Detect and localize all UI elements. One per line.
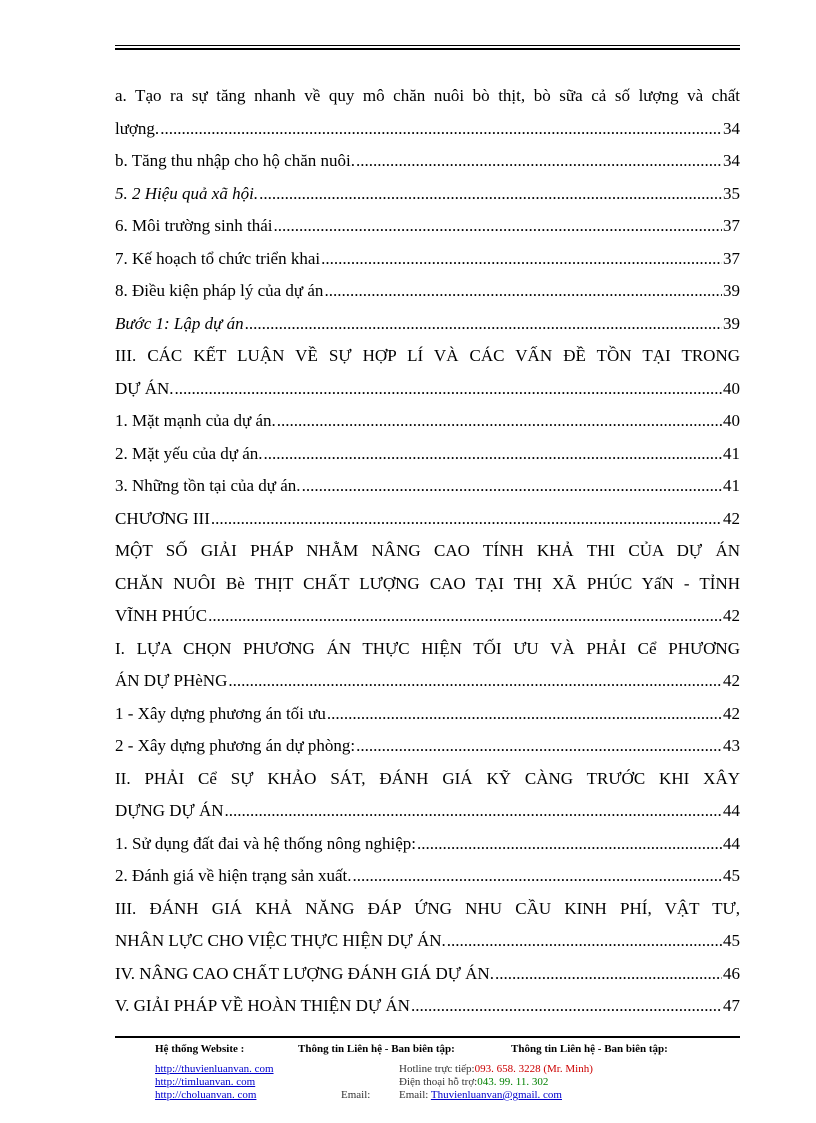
toc-entry[interactable] — [115, 828, 740, 861]
toc-leader-dots — [274, 210, 722, 243]
toc-entry-text: 1. Mặt mạnh của dự án. — [115, 411, 276, 430]
toc-entry[interactable] — [115, 698, 740, 731]
toc-leader-dots — [211, 503, 722, 536]
toc-page-number: 44 — [723, 833, 740, 853]
footer-email-label: Email: — [399, 1089, 429, 1101]
toc-leader-dots — [327, 698, 722, 731]
footer-support-value: 043. 99. 11. 302 — [477, 1076, 549, 1088]
toc-leader-dots — [495, 958, 722, 991]
toc-entry[interactable] — [115, 113, 740, 146]
toc-page-number: 37 — [723, 248, 740, 268]
toc-page-number: 46 — [723, 963, 740, 983]
toc-entry[interactable] — [115, 568, 740, 601]
toc-page-number: 37 — [723, 216, 740, 235]
toc-page-number: 34 — [723, 118, 740, 138]
toc-entry-text: DỰNG DỰ ÁN — [115, 801, 224, 820]
toc-entry-text: 8. Điều kiện pháp lý của dự án — [115, 281, 324, 300]
toc-entry[interactable] — [115, 860, 740, 893]
toc-page-number: 40 — [723, 411, 740, 430]
toc-entry[interactable] — [115, 340, 740, 373]
toc-entry[interactable] — [115, 210, 740, 243]
toc-entry[interactable] — [115, 470, 740, 503]
footer-rule — [115, 1036, 740, 1038]
toc-page-number: 34 — [723, 151, 740, 170]
toc-entry-text: DỰ ÁN. — [115, 378, 174, 398]
toc-leader-dots — [417, 828, 722, 861]
toc-entry[interactable] — [115, 893, 740, 926]
toc-page-number: 42 — [723, 606, 740, 625]
toc-entry-text: IV. NÂNG CAO CHẤT LƯỢNG ĐÁNH GIÁ DỰ ÁN. — [115, 963, 494, 983]
toc-leader-dots — [225, 795, 722, 828]
toc-leader-dots — [208, 600, 722, 633]
toc-entry-text: 1. Sử dụng đất đai và hệ thống nông nghiệp: — [115, 833, 417, 853]
footer-link-timluanvan[interactable]: http://timluanvan. com — [155, 1076, 256, 1088]
toc-entry[interactable] — [115, 503, 740, 536]
toc-entry-text: 3. Những tồn tại của dự án. — [115, 476, 301, 495]
footer-hotline-label: Hotline trực tiếp: — [399, 1063, 475, 1075]
toc-page-number: 45 — [723, 866, 740, 885]
toc-entry[interactable] — [115, 243, 740, 276]
toc-page-number: 42 — [723, 703, 740, 723]
toc-leader-dots — [356, 730, 722, 763]
toc-page-number: 35 — [723, 183, 740, 203]
toc-page-number: 44 — [723, 801, 740, 820]
toc-entry[interactable] — [115, 373, 740, 406]
toc-leader-dots — [160, 113, 722, 146]
toc-page-number: 43 — [723, 736, 740, 755]
toc-entry-text: 6. Môi trường sinh thái — [115, 216, 273, 235]
toc-entry[interactable] — [115, 990, 740, 1023]
toc-leader-dots — [324, 275, 722, 308]
table-of-contents — [115, 80, 740, 1023]
toc-entry-text: a. Tạo ra sự tăng nhanh về quy mô chăn nuôi bò thịt, bò sữa cả số lượng và chất — [115, 86, 740, 105]
toc-entry-text: 2. Đánh giá về hiện trạng sản xuất. — [115, 866, 352, 885]
toc-entry[interactable] — [115, 730, 740, 763]
toc-leader-dots — [302, 470, 722, 503]
toc-entry[interactable] — [115, 763, 740, 796]
header-rule — [115, 45, 740, 46]
toc-entry-text: I. LỰA CHỌN PHƯƠNG ÁN THỰC HIỆN TỐI ƯU VÀ PHẢI Cể PHƯƠNG — [115, 638, 740, 658]
toc-entry-text: III. ĐÁNH GIÁ KHẢ NĂNG ĐÁP ỨNG NHU CẦU KINH PHÍ, VẬT TƯ, — [115, 898, 740, 918]
toc-entry-text: VĨNH PHÚC — [115, 606, 208, 625]
toc-leader-dots — [228, 665, 722, 698]
toc-page-number: 47 — [723, 996, 740, 1015]
toc-entry-text: ÁN DỰ PHèNG — [115, 671, 228, 690]
toc-leader-dots — [259, 178, 722, 211]
toc-entry-text: 2. Mặt yếu của dự án. — [115, 443, 263, 463]
toc-leader-dots — [447, 925, 722, 958]
toc-entry[interactable] — [115, 308, 740, 341]
footer-link-thuvienluanvan[interactable]: http://thuvienluanvan. com — [155, 1063, 274, 1075]
toc-entry[interactable] — [115, 600, 740, 633]
toc-leader-dots — [264, 438, 722, 471]
toc-leader-dots — [353, 860, 722, 893]
toc-entry-text: 2 - Xây dựng phương án dự phòng: — [115, 736, 356, 755]
toc-entry-text: CHƯƠNG III — [115, 508, 210, 528]
toc-entry[interactable] — [115, 665, 740, 698]
toc-entry-text: 5. 2 Hiệu quả xã hội. — [115, 183, 259, 203]
footer-email-link[interactable]: Thuvienluanvan@gmail. com — [430, 1089, 562, 1101]
toc-entry-text: MỘT SỐ GIẢI PHÁP NHẰM NÂNG CAO TÍNH KHẢ THI CỦA DỰ ÁN — [115, 541, 740, 560]
toc-entry[interactable] — [115, 925, 740, 958]
footer-support-label: Điện thoại hỗ trợ: — [399, 1076, 478, 1088]
toc-leader-dots — [321, 243, 722, 276]
toc-entry[interactable] — [115, 958, 740, 991]
footer-websites-heading: Hệ thống Website : — [155, 1043, 245, 1055]
toc-page-number: 41 — [723, 443, 740, 463]
toc-entry-text: b. Tăng thu nhập cho hộ chăn nuôi. — [115, 151, 356, 170]
toc-page-number: 39 — [723, 313, 740, 333]
toc-page-number: 42 — [723, 671, 740, 690]
toc-entry[interactable] — [115, 145, 740, 178]
toc-entry[interactable] — [115, 178, 740, 211]
toc-page-number: 39 — [723, 281, 740, 300]
toc-leader-dots — [356, 145, 722, 178]
footer-contact-heading-1: Thông tin Liên hệ - Ban biên tập: — [298, 1043, 455, 1055]
toc-leader-dots — [175, 373, 722, 406]
header-rule-thick — [115, 48, 740, 50]
toc-page-number: 45 — [723, 931, 740, 950]
toc-entry[interactable] — [115, 275, 740, 308]
toc-entry[interactable] — [115, 405, 740, 438]
toc-entry-text: V. GIẢI PHÁP VỀ HOÀN THIỆN DỰ ÁN — [115, 996, 410, 1015]
toc-entry-text: NHÂN LỰC CHO VIỆC THỰC HIỆN DỰ ÁN. — [115, 931, 446, 950]
toc-leader-dots — [411, 990, 722, 1023]
toc-entry[interactable] — [115, 795, 740, 828]
toc-entry[interactable] — [115, 438, 740, 471]
footer-email-label-left: Email: — [341, 1089, 371, 1101]
toc-entry[interactable] — [115, 633, 740, 666]
footer-link-choluanvan[interactable]: http://choluanvan. com — [155, 1089, 257, 1101]
toc-page-number: 42 — [723, 508, 740, 528]
footer-hotline-value: 093. 658. 3228 (Mr. Minh) — [474, 1063, 593, 1075]
toc-entry-text: Bước 1: Lập dự án — [115, 313, 244, 333]
toc-entry[interactable] — [115, 80, 740, 113]
footer-contact-heading-2: Thông tin Liên hệ - Ban biên tập: — [511, 1043, 668, 1055]
toc-leader-dots — [277, 405, 722, 438]
toc-entry-text: II. PHẢI Cể SỰ KHẢO SÁT, ĐÁNH GIÁ KỸ CÀNG TRƯỚC KHI XÂY — [115, 768, 740, 788]
toc-entry[interactable] — [115, 535, 740, 568]
toc-entry-text: 7. Kế hoạch tổ chức triển khai — [115, 248, 321, 268]
toc-entry-text: lượng. — [115, 118, 160, 138]
toc-entry-text: 1 - Xây dựng phương án tối ưu — [115, 703, 326, 723]
toc-page-number: 40 — [723, 378, 740, 398]
toc-entry-text: III. CÁC KẾT LUẬN VỀ SỰ HỢP LÍ VÀ CÁC VẤN ĐỀ TỒN TẠI TRONG — [115, 346, 740, 365]
toc-page-number: 41 — [723, 476, 740, 495]
toc-leader-dots — [245, 308, 722, 341]
toc-entry-text: CHĂN NUÔI Bè THỊT CHẤT LƯỢNG CAO TẠI THỊ XÃ PHÚC YấN - TỈNH — [115, 573, 740, 593]
